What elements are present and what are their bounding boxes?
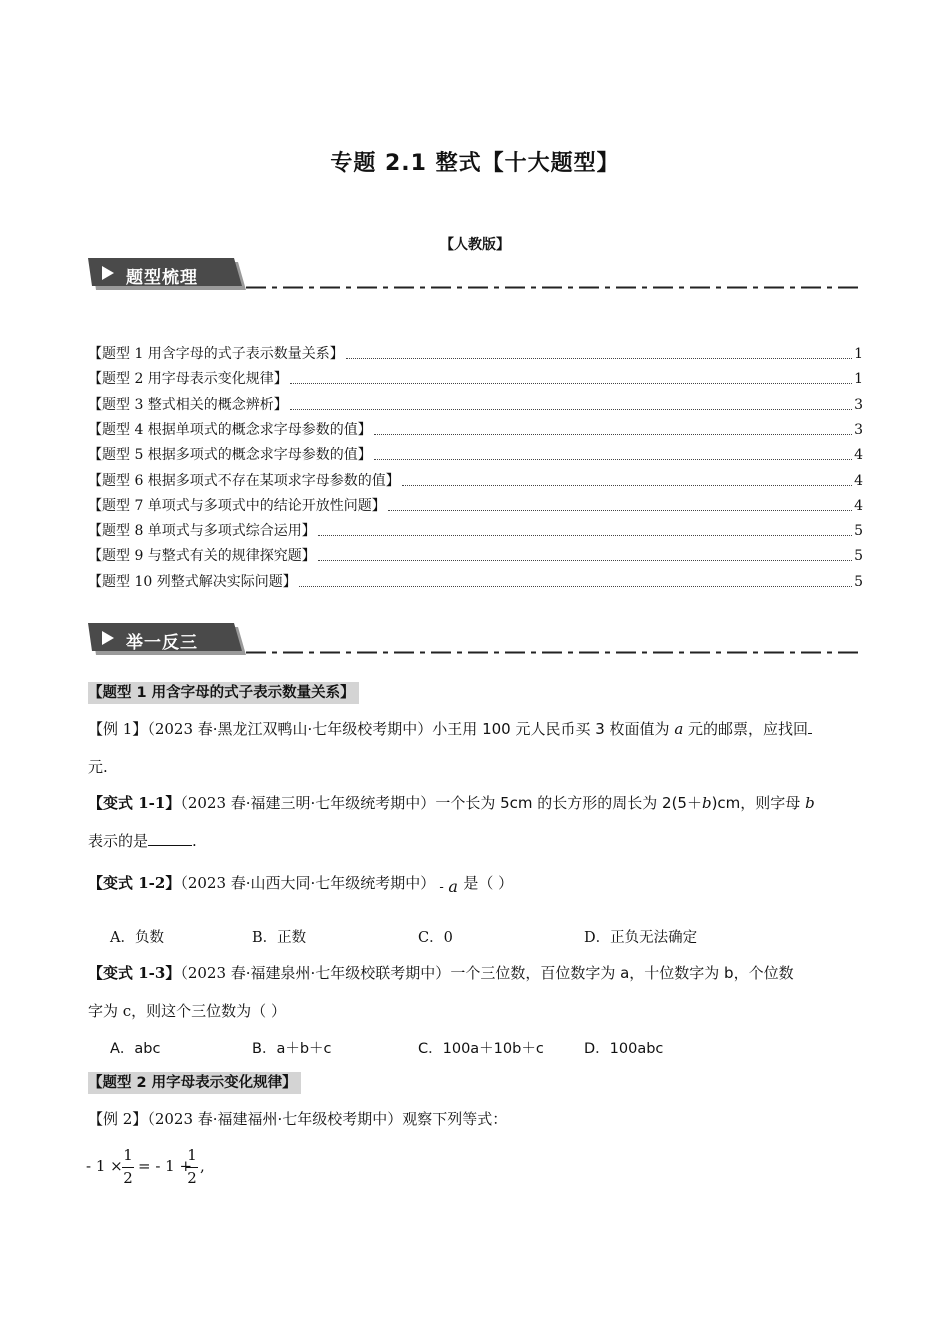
fraction-bar — [122, 1167, 134, 1168]
section-heading-2: 【题型 2 用字母表示变化规律】 — [88, 1072, 301, 1094]
toc-page-number: 5 — [854, 548, 863, 565]
example-1: 【例 1】（2023 春·黑龙江双鸭山·七年级校考期中）小王用 100 元人民币买 3 枚面值为 a 元的邮票，应找回 — [88, 718, 863, 740]
toc-entry[interactable] — [88, 344, 863, 364]
option-a: A．abc — [110, 1041, 161, 1057]
formula: - 1 × 1 2 = - 1 + 1 2 , — [86, 1146, 205, 1187]
option-a: A．负数 — [110, 930, 164, 946]
page-title: 专题 2.1 整式【十大题型】 — [330, 151, 620, 176]
toc-entry[interactable] — [88, 546, 863, 566]
toc-entry-label: 【题型 4 根据单项式的概念求字母参数的值】 — [88, 421, 372, 438]
question-tag: 【例 1】 — [88, 720, 148, 738]
toc-entry-label: 【题型 7 单项式与多项式中的结论开放性问题】 — [88, 497, 386, 514]
question-source: （2023 春·黑龙江双鸭山·七年级校考期中） — [147, 720, 433, 738]
toc-entry[interactable] — [88, 471, 863, 491]
edition-label: 【人教版】 — [440, 237, 510, 253]
option-c: C．0 — [418, 930, 453, 946]
option-d: D．正负无法确定 — [584, 930, 698, 946]
question-tag: 【例 2】 — [88, 1110, 148, 1128]
toc-leader-dots — [388, 510, 852, 511]
option-c: C．100a＋10b＋c — [418, 1041, 544, 1057]
math-expression: - a — [439, 877, 458, 896]
toc-leader-dots — [318, 535, 852, 536]
toc-leader-dots — [374, 434, 852, 435]
toc-entry-label: 【题型 5 根据多项式的概念求字母参数的值】 — [88, 447, 372, 464]
toc-page-number: 5 — [854, 573, 863, 590]
toc-page-number: 1 — [854, 346, 863, 362]
toc-page-number: 1 — [854, 371, 863, 388]
toc-entry-label: 【题型 9 与整式有关的规律探究题】 — [88, 548, 316, 565]
toc-entry-label: 【题型 8 单项式与多项式综合运用】 — [88, 523, 316, 540]
toc-page-number: 3 — [854, 396, 863, 413]
question-source: （2023 春·福建泉州·七年级校联考期中） — [180, 964, 451, 982]
toc-page-number: 4 — [854, 447, 863, 464]
dash-divider — [246, 651, 862, 654]
section-banner-toc — [88, 258, 246, 290]
toc-leader-dots — [374, 459, 852, 460]
toc-entry-label: 【题型 3 整式相关的概念辨析】 — [88, 396, 288, 413]
variant-1-1: 【变式 1-1】（2023 春·福建三明·七年级统考期中）一个长为 5cm 的长方形的周长为 2(5＋b)cm，则字母 b — [88, 794, 815, 812]
toc-entry[interactable] — [88, 420, 863, 440]
question-tag: 【变式 1-3】 — [88, 964, 181, 982]
toc-page-number: 4 — [854, 497, 863, 514]
toc-entry-label: 【题型 6 根据多项式不存在某项求字母参数的值】 — [88, 472, 400, 489]
question-source: （2023 春·山西大同·七年级统考期中） — [180, 874, 436, 892]
answer-blank — [148, 831, 192, 846]
option-d: D．100abc — [584, 1041, 664, 1057]
toc-entry[interactable] — [88, 369, 863, 389]
toc-entry[interactable] — [88, 445, 863, 465]
toc-entry[interactable] — [88, 521, 863, 541]
toc-entry[interactable] — [88, 496, 863, 516]
toc-leader-dots — [346, 358, 852, 359]
toc-entry[interactable] — [88, 395, 863, 415]
question-source: （2023 春·福建三明·七年级统考期中） — [180, 794, 436, 812]
toc-page-number: 3 — [854, 421, 863, 438]
toc-page-number: 4 — [854, 472, 863, 489]
example-2: 【例 2】（2023 春·福建福州·七年级校考期中）观察下列等式： — [88, 1110, 508, 1128]
toc-page-number: 5 — [854, 523, 863, 540]
toc-leader-dots — [402, 485, 852, 486]
variant-1-2: 【变式 1-2】（2023 春·山西大同·七年级统考期中） - a 是（ ） — [88, 866, 863, 894]
fraction-bar — [186, 1167, 198, 1168]
question-tag: 【变式 1-2】 — [88, 874, 181, 892]
toc-entry-label: 【题型 2 用字母表示变化规律】 — [88, 371, 288, 388]
toc-leader-dots — [290, 409, 852, 410]
toc-entry-label: 【题型 10 列整式解决实际问题】 — [88, 573, 297, 590]
variant-1-3: 【变式 1-3】（2023 春·福建泉州·七年级校联考期中）一个三位数，百位数字为 a，十位数字为 b，个位数 — [88, 964, 794, 982]
banner-label: 举一反三 — [126, 633, 198, 653]
question-tag: 【变式 1-1】 — [88, 794, 181, 812]
option-b: B．正数 — [252, 930, 307, 946]
section-banner-examples — [88, 623, 246, 655]
toc-leader-dots — [299, 586, 852, 587]
answer-blank — [808, 719, 812, 734]
section-heading-1: 【题型 1 用含字母的式子表示数量关系】 — [88, 682, 359, 704]
dash-divider — [246, 286, 862, 289]
toc-leader-dots — [318, 560, 852, 561]
variant-1-3-line-2: 字为 c，则这个三位数为（ ） — [88, 1002, 286, 1020]
option-b: B．a＋b＋c — [252, 1041, 332, 1057]
banner-label: 题型梳理 — [126, 268, 198, 288]
toc-entry-label: 【题型 1 用含字母的式子表示数量关系】 — [88, 346, 344, 362]
question-source: （2023 春·福建福州·七年级校考期中） — [147, 1110, 403, 1128]
toc-entry[interactable] — [88, 572, 863, 592]
example-1-line-2: 元. — [88, 758, 108, 776]
variant-1-1-line-2: 表示的是 . — [88, 832, 197, 850]
toc-leader-dots — [290, 383, 852, 384]
